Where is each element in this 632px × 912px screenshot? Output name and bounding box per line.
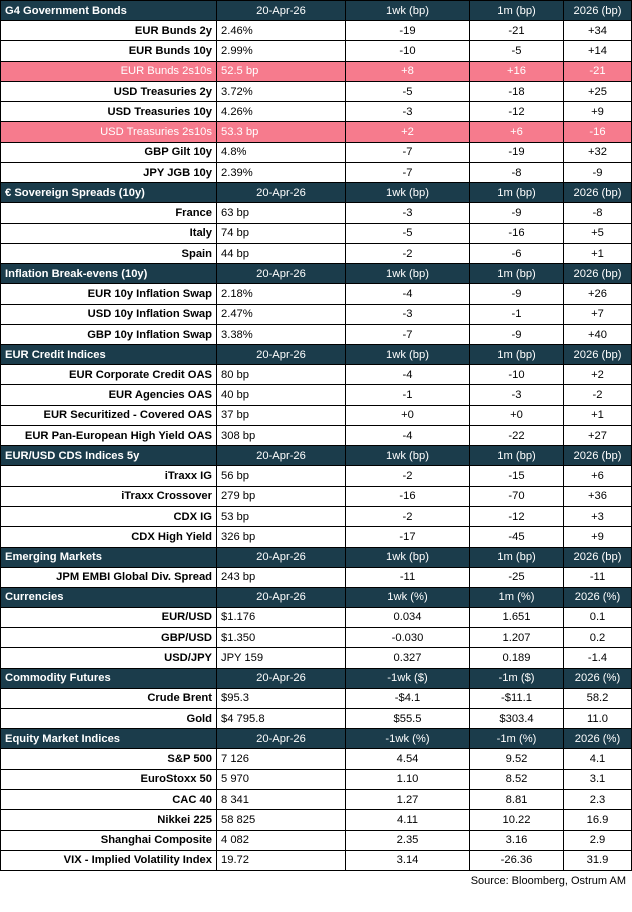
change-value-cell: 4.54: [346, 749, 470, 769]
row-label: iTraxx IG: [1, 466, 217, 486]
current-value-cell: 3.38%: [217, 324, 346, 344]
change-value-cell: +25: [564, 81, 632, 101]
table-row: [1, 769, 632, 789]
change-value-cell: -12: [470, 506, 564, 526]
current-value-cell: 2.46%: [217, 21, 346, 41]
change-value-cell: -22: [470, 426, 564, 446]
change-value-cell: -5: [346, 223, 470, 243]
current-value-cell: 4.8%: [217, 142, 346, 162]
row-label: VIX - Implied Volatility Index: [1, 850, 217, 870]
row-label: Spain: [1, 243, 217, 263]
change-value-cell: +36: [564, 486, 632, 506]
table-row: [1, 102, 632, 122]
change-value-cell: +9: [564, 102, 632, 122]
current-value-cell: 8 341: [217, 789, 346, 809]
change-value-cell: 9.52: [470, 749, 564, 769]
table-row: [1, 688, 632, 708]
change-value-cell: -15: [470, 466, 564, 486]
table-row: [1, 466, 632, 486]
table-row: [1, 749, 632, 769]
change-value-cell: -1.4: [564, 648, 632, 668]
change-value-cell: -9: [470, 284, 564, 304]
row-label: GBP Gilt 10y: [1, 142, 217, 162]
change-value-cell: -19: [346, 21, 470, 41]
table-row: [1, 21, 632, 41]
change-value-cell: +9: [564, 527, 632, 547]
current-value-cell: 243 bp: [217, 567, 346, 587]
current-value-cell: 3.72%: [217, 81, 346, 101]
change-value-cell: -2: [346, 243, 470, 263]
table-row: [1, 122, 632, 142]
column-header: 20-Apr-26: [217, 446, 346, 466]
column-header: -1wk ($): [346, 668, 470, 688]
column-header: 2026 (bp): [564, 1, 632, 21]
current-value-cell: 63 bp: [217, 203, 346, 223]
table-row: [1, 385, 632, 405]
change-value-cell: +6: [470, 122, 564, 142]
row-label: EUR Bunds 10y: [1, 41, 217, 61]
section-header-equity-market-indices: [1, 729, 632, 749]
change-value-cell: -7: [346, 324, 470, 344]
table-row: [1, 648, 632, 668]
change-value-cell: +1: [564, 405, 632, 425]
change-value-cell: -4: [346, 426, 470, 446]
current-value-cell: 19.72: [217, 850, 346, 870]
column-header: 20-Apr-26: [217, 264, 346, 284]
table-row: [1, 142, 632, 162]
change-value-cell: -9: [470, 203, 564, 223]
column-header: 1wk (bp): [346, 1, 470, 21]
change-value-cell: 16.9: [564, 810, 632, 830]
change-value-cell: -12: [470, 102, 564, 122]
change-value-cell: -18: [470, 81, 564, 101]
change-value-cell: 3.1: [564, 769, 632, 789]
change-value-cell: +0: [470, 405, 564, 425]
table-row: [1, 81, 632, 101]
table-row: [1, 709, 632, 729]
table-row: [1, 223, 632, 243]
column-header: 1wk (bp): [346, 345, 470, 365]
change-value-cell: +2: [346, 122, 470, 142]
column-header: 20-Apr-26: [217, 668, 346, 688]
current-value-cell: 53.3 bp: [217, 122, 346, 142]
current-value-cell: 53 bp: [217, 506, 346, 526]
column-header: 1m (bp): [470, 264, 564, 284]
row-label: Nikkei 225: [1, 810, 217, 830]
current-value-cell: 74 bp: [217, 223, 346, 243]
section-title: € Sovereign Spreads (10y): [1, 183, 217, 203]
column-header: 20-Apr-26: [217, 345, 346, 365]
column-header: 1wk (bp): [346, 446, 470, 466]
change-value-cell: 0.189: [470, 648, 564, 668]
change-value-cell: +34: [564, 21, 632, 41]
column-header: 1wk (%): [346, 587, 470, 607]
column-header: 2026 (bp): [564, 345, 632, 365]
column-header: -1wk (%): [346, 729, 470, 749]
change-value-cell: 11.0: [564, 709, 632, 729]
change-value-cell: -$4.1: [346, 688, 470, 708]
change-value-cell: -21: [564, 61, 632, 81]
section-title: Emerging Markets: [1, 547, 217, 567]
change-value-cell: -16: [346, 486, 470, 506]
current-value-cell: 56 bp: [217, 466, 346, 486]
row-label: EUR Corporate Credit OAS: [1, 365, 217, 385]
change-value-cell: -$11.1: [470, 688, 564, 708]
change-value-cell: $303.4: [470, 709, 564, 729]
change-value-cell: 1.27: [346, 789, 470, 809]
change-value-cell: -25: [470, 567, 564, 587]
current-value-cell: 52.5 bp: [217, 61, 346, 81]
current-value-cell: 2.39%: [217, 163, 346, 183]
row-label: EUR Bunds 2s10s: [1, 61, 217, 81]
table-row: [1, 61, 632, 81]
row-label: USD/JPY: [1, 648, 217, 668]
change-value-cell: 58.2: [564, 688, 632, 708]
change-value-cell: 31.9: [564, 850, 632, 870]
column-header: 1wk (bp): [346, 183, 470, 203]
current-value-cell: $1.176: [217, 607, 346, 627]
current-value-cell: 2.18%: [217, 284, 346, 304]
change-value-cell: +5: [564, 223, 632, 243]
current-value-cell: 2.99%: [217, 41, 346, 61]
current-value-cell: 2.47%: [217, 304, 346, 324]
row-label: Italy: [1, 223, 217, 243]
current-value-cell: 4 082: [217, 830, 346, 850]
change-value-cell: -2: [346, 506, 470, 526]
change-value-cell: 3.14: [346, 850, 470, 870]
change-value-cell: 8.52: [470, 769, 564, 789]
section-title: G4 Government Bonds: [1, 1, 217, 21]
change-value-cell: 4.1: [564, 749, 632, 769]
column-header: 1m (bp): [470, 183, 564, 203]
change-value-cell: -9: [470, 324, 564, 344]
change-value-cell: 0.2: [564, 628, 632, 648]
change-value-cell: 2.3: [564, 789, 632, 809]
table-row: [1, 527, 632, 547]
change-value-cell: +6: [564, 466, 632, 486]
change-value-cell: +16: [470, 61, 564, 81]
current-value-cell: $1.350: [217, 628, 346, 648]
column-header: 2026 (bp): [564, 264, 632, 284]
change-value-cell: -3: [346, 203, 470, 223]
row-label: iTraxx Crossover: [1, 486, 217, 506]
table-row: [1, 789, 632, 809]
table-row: [1, 567, 632, 587]
change-value-cell: -10: [470, 365, 564, 385]
current-value-cell: 80 bp: [217, 365, 346, 385]
change-value-cell: -7: [346, 142, 470, 162]
table-row: [1, 203, 632, 223]
current-value-cell: 7 126: [217, 749, 346, 769]
change-value-cell: -1: [346, 385, 470, 405]
column-header: 1m (bp): [470, 1, 564, 21]
change-value-cell: +32: [564, 142, 632, 162]
change-value-cell: 4.11: [346, 810, 470, 830]
column-header: 2026 (bp): [564, 446, 632, 466]
change-value-cell: -16: [470, 223, 564, 243]
section-header-eur-credit-indices: [1, 345, 632, 365]
change-value-cell: -16: [564, 122, 632, 142]
change-value-cell: +8: [346, 61, 470, 81]
current-value-cell: 308 bp: [217, 426, 346, 446]
table-row: [1, 628, 632, 648]
row-label: CDX High Yield: [1, 527, 217, 547]
change-value-cell: -3: [346, 304, 470, 324]
row-label: GBP/USD: [1, 628, 217, 648]
table-row: [1, 163, 632, 183]
current-value-cell: 4.26%: [217, 102, 346, 122]
change-value-cell: 2.35: [346, 830, 470, 850]
section-title: EUR Credit Indices: [1, 345, 217, 365]
change-value-cell: -3: [470, 385, 564, 405]
current-value-cell: 37 bp: [217, 405, 346, 425]
source-note: Source: Bloomberg, Ostrum AM: [470, 875, 626, 887]
change-value-cell: +14: [564, 41, 632, 61]
change-value-cell: 1.10: [346, 769, 470, 789]
current-value-cell: 5 970: [217, 769, 346, 789]
table-row: [1, 365, 632, 385]
change-value-cell: -11: [346, 567, 470, 587]
column-header: -1m (%): [470, 729, 564, 749]
row-label: France: [1, 203, 217, 223]
column-header: 20-Apr-26: [217, 547, 346, 567]
column-header: 20-Apr-26: [217, 729, 346, 749]
table-row: [1, 304, 632, 324]
row-label: CAC 40: [1, 789, 217, 809]
change-value-cell: -17: [346, 527, 470, 547]
column-header: 1m (bp): [470, 547, 564, 567]
current-value-cell: 40 bp: [217, 385, 346, 405]
section-title: Commodity Futures: [1, 668, 217, 688]
row-label: EUR Pan-European High Yield OAS: [1, 426, 217, 446]
column-header: 2026 (bp): [564, 183, 632, 203]
row-label: EUR 10y Inflation Swap: [1, 284, 217, 304]
section-title: Currencies: [1, 587, 217, 607]
change-value-cell: 0.327: [346, 648, 470, 668]
row-label: USD Treasuries 2s10s: [1, 122, 217, 142]
change-value-cell: +27: [564, 426, 632, 446]
change-value-cell: -6: [470, 243, 564, 263]
column-header: -1m ($): [470, 668, 564, 688]
column-header: 2026 (%): [564, 729, 632, 749]
current-value-cell: $95.3: [217, 688, 346, 708]
change-value-cell: -3: [346, 102, 470, 122]
current-value-cell: JPY 159: [217, 648, 346, 668]
change-value-cell: +40: [564, 324, 632, 344]
section-header-sovereign-spreads-10y: [1, 183, 632, 203]
current-value-cell: $4 795.8: [217, 709, 346, 729]
change-value-cell: 8.81: [470, 789, 564, 809]
change-value-cell: -26.36: [470, 850, 564, 870]
change-value-cell: +2: [564, 365, 632, 385]
row-label: JPM EMBI Global Div. Spread: [1, 567, 217, 587]
section-title: Equity Market Indices: [1, 729, 217, 749]
change-value-cell: -7: [346, 163, 470, 183]
row-label: EUR Securitized - Covered OAS: [1, 405, 217, 425]
table-row: [1, 486, 632, 506]
row-label: USD 10y Inflation Swap: [1, 304, 217, 324]
row-label: USD Treasuries 2y: [1, 81, 217, 101]
change-value-cell: -21: [470, 21, 564, 41]
section-header-emerging-markets: [1, 547, 632, 567]
change-value-cell: -4: [346, 284, 470, 304]
section-header-currencies: [1, 587, 632, 607]
section-header-g4-government-bonds: [1, 1, 632, 21]
change-value-cell: +0: [346, 405, 470, 425]
table-row: [1, 830, 632, 850]
change-value-cell: -9: [564, 163, 632, 183]
change-value-cell: -4: [346, 365, 470, 385]
change-value-cell: -5: [346, 81, 470, 101]
table-row: [1, 506, 632, 526]
column-header: 1m (bp): [470, 345, 564, 365]
change-value-cell: +26: [564, 284, 632, 304]
table-row: [1, 324, 632, 344]
change-value-cell: 10.22: [470, 810, 564, 830]
column-header: 1m (bp): [470, 446, 564, 466]
table-row: [1, 607, 632, 627]
row-label: USD Treasuries 10y: [1, 102, 217, 122]
change-value-cell: 1.207: [470, 628, 564, 648]
row-label: EUR Bunds 2y: [1, 21, 217, 41]
row-label: EUR Agencies OAS: [1, 385, 217, 405]
column-header: 1wk (bp): [346, 547, 470, 567]
change-value-cell: +3: [564, 506, 632, 526]
current-value-cell: 44 bp: [217, 243, 346, 263]
row-label: JPY JGB 10y: [1, 163, 217, 183]
change-value-cell: 3.16: [470, 830, 564, 850]
table-row: [1, 243, 632, 263]
change-value-cell: -2: [564, 385, 632, 405]
current-value-cell: 326 bp: [217, 527, 346, 547]
table-row: [1, 850, 632, 870]
section-title: EUR/USD CDS Indices 5y: [1, 446, 217, 466]
row-label: EuroStoxx 50: [1, 769, 217, 789]
change-value-cell: -45: [470, 527, 564, 547]
table-row: [1, 405, 632, 425]
column-header: 2026 (%): [564, 587, 632, 607]
section-header-eur-usd-cds-indices-5y: [1, 446, 632, 466]
section-title: Inflation Break-evens (10y): [1, 264, 217, 284]
column-header: 1wk (bp): [346, 264, 470, 284]
change-value-cell: -1: [470, 304, 564, 324]
change-value-cell: -10: [346, 41, 470, 61]
change-value-cell: -11: [564, 567, 632, 587]
column-header: 20-Apr-26: [217, 587, 346, 607]
change-value-cell: +1: [564, 243, 632, 263]
row-label: Gold: [1, 709, 217, 729]
section-header-inflation-break-evens-10y: [1, 264, 632, 284]
column-header: 2026 (bp): [564, 547, 632, 567]
change-value-cell: +7: [564, 304, 632, 324]
change-value-cell: -19: [470, 142, 564, 162]
change-value-cell: 0.034: [346, 607, 470, 627]
table-row: [1, 41, 632, 61]
column-header: 20-Apr-26: [217, 1, 346, 21]
row-label: Crude Brent: [1, 688, 217, 708]
column-header: 20-Apr-26: [217, 183, 346, 203]
row-label: EUR/USD: [1, 607, 217, 627]
change-value-cell: -8: [470, 163, 564, 183]
table-row: [1, 284, 632, 304]
column-header: 2026 (%): [564, 668, 632, 688]
column-header: 1m (%): [470, 587, 564, 607]
change-value-cell: -70: [470, 486, 564, 506]
table-row: [1, 810, 632, 830]
row-label: Shanghai Composite: [1, 830, 217, 850]
row-label: GBP 10y Inflation Swap: [1, 324, 217, 344]
section-header-commodity-futures: [1, 668, 632, 688]
change-value-cell: 2.9: [564, 830, 632, 850]
change-value-cell: -5: [470, 41, 564, 61]
change-value-cell: -8: [564, 203, 632, 223]
change-value-cell: 0.1: [564, 607, 632, 627]
current-value-cell: 279 bp: [217, 486, 346, 506]
table-row: [1, 426, 632, 446]
change-value-cell: 1.651: [470, 607, 564, 627]
row-label: S&P 500: [1, 749, 217, 769]
change-value-cell: -0.030: [346, 628, 470, 648]
change-value-cell: -2: [346, 466, 470, 486]
current-value-cell: 58 825: [217, 810, 346, 830]
row-label: CDX IG: [1, 506, 217, 526]
change-value-cell: $55.5: [346, 709, 470, 729]
